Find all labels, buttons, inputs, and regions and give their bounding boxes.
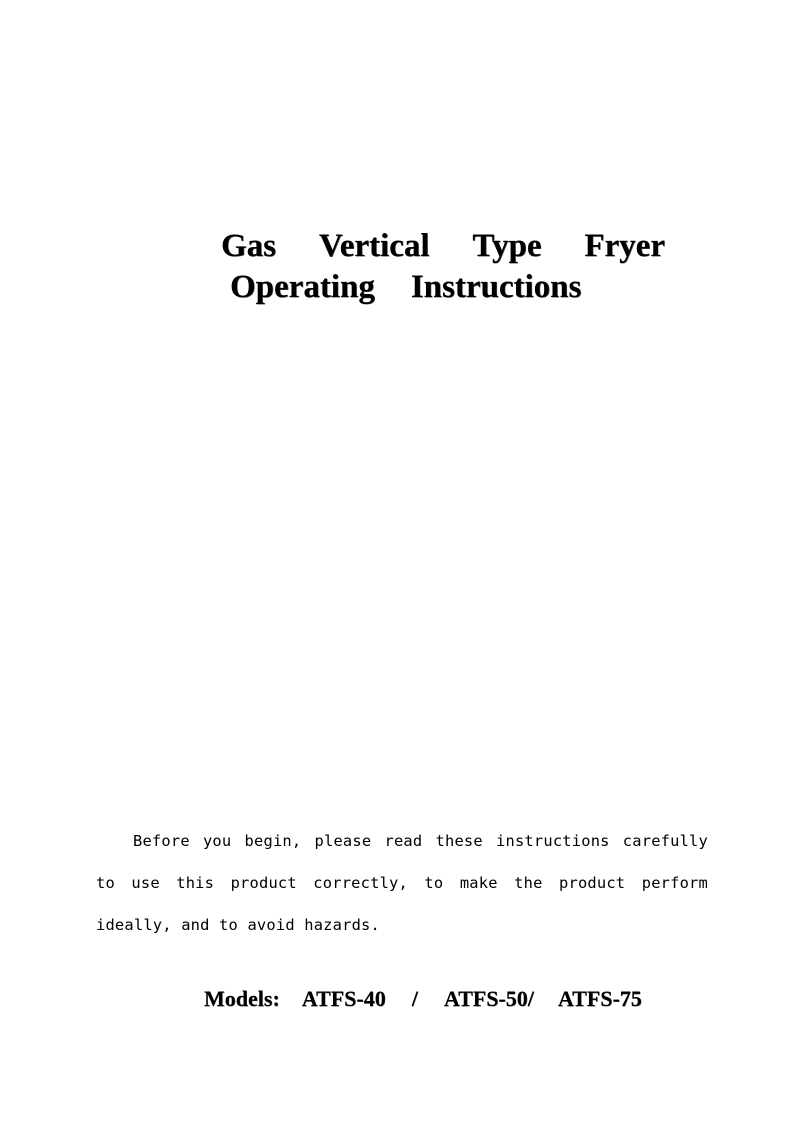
document-title-line-2 [230,267,581,307]
models-line [204,984,642,1014]
title-word-instructions: Instructions [410,269,582,305]
title-word-vertical: Vertical [318,228,430,264]
title-word-gas: Gas [221,228,277,264]
model-atfs-50: ATFS-50/ [443,986,534,1011]
model-atfs-40: ATFS-40 [301,986,386,1011]
document-title-line-1 [221,226,665,266]
title-word-fryer: Fryer [584,228,665,264]
title-word-type: Type [472,228,542,264]
model-separator: / [411,986,418,1011]
models-label: Models: [204,986,280,1011]
intro-paragraph: Before you begin, please read these instructions carefully to use this product correctly, to make the product perform ideally, and to avoid hazards. [96,832,708,934]
title-word-operating: Operating [230,269,375,305]
model-atfs-75: ATFS-75 [557,986,642,1011]
